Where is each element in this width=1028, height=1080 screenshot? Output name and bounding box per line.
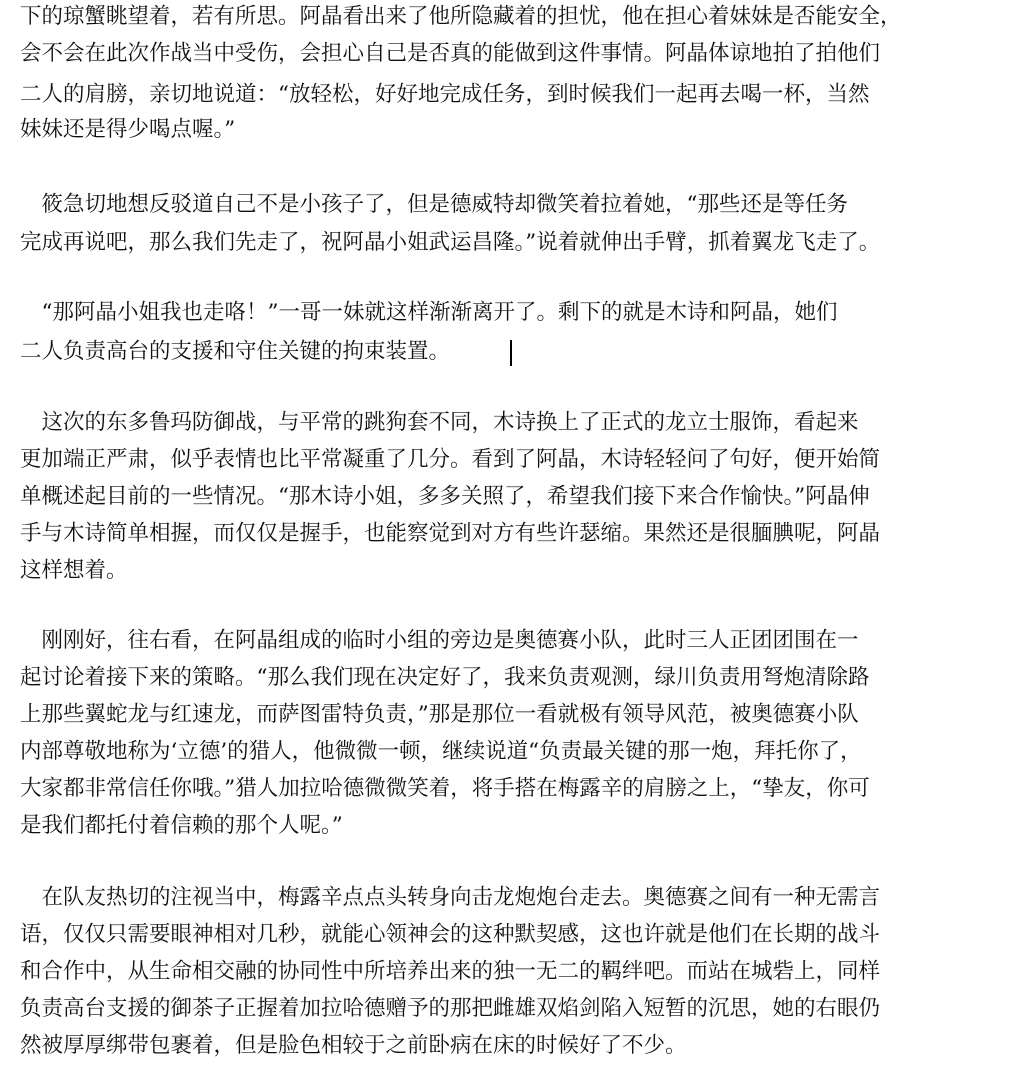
text-line: 刚刚好，往右看，在阿晶组成的临时小组的旁边是奥德赛小队，此时三人正团团围在一 — [20, 628, 859, 653]
text-line: 然被厚厚绑带包裹着，但是脸色相较于之前卧病在床的时候好了不少。 — [20, 1033, 687, 1058]
text-line: 会不会在此次作战当中受伤，会担心自己是否真的能做到这件事情。阿晶体谅地拍了拍他们 — [20, 41, 881, 66]
text-line: 下的琼蟹眺望着，若有所思。阿晶看出来了他所隐藏着的担忧，他在担心着妹妹是否能安全， — [20, 4, 902, 29]
text-line: 和合作中，从生命相交融的协同性中所培养出来的独一无二的羁绊吧。而站在城砦上，同样 — [20, 959, 881, 984]
text-line: 二人负责高台的支援和守住关键的拘束装置。 — [20, 339, 451, 364]
text-line: “那阿晶小姐我也走咯！”一哥一妹就这样渐渐离开了。剩下的就是木诗和阿晶，她们 — [20, 300, 838, 325]
text-line: 是我们都托付着信赖的那个人呢。” — [20, 813, 343, 838]
text-line: 手与木诗简单相握，而仅仅是握手，也能察觉到对方有些许瑟缩。果然还是很腼腆呢，阿晶 — [20, 521, 881, 546]
text-line: 这次的东多鲁玛防御战，与平常的跳狗套不同，木诗换上了正式的龙立士服饰，看起来 — [20, 410, 859, 435]
text-line: 二人的肩膀，亲切地说道：“放轻松，好好地完成任务，到时候我们一起再去喝一杯，当然 — [20, 82, 870, 107]
text-cursor — [510, 340, 512, 366]
text-line: 单概述起目前的一些情况。“那木诗小姐，多多关照了，希望我们接下来合作愉快。”阿晶伸 — [20, 484, 870, 509]
text-line: 这样想着。 — [20, 558, 128, 583]
text-line: 筱急切地想反驳道自己不是小孩子了，但是德威特却微笑着拉着她，“那些还是等任务 — [20, 192, 848, 217]
text-line: 起讨论着接下来的策略。“那么我们现在决定好了，我来负责观测，绿川负责用弩炮清除路 — [20, 665, 870, 690]
text-line: 完成再说吧，那么我们先走了，祝阿晶小姐武运昌隆。”说着就伸出手臂，抓着翼龙飞走了。 — [20, 230, 881, 255]
text-line: 大家都非常信任你哦。”猎人加拉哈德微微笑着，将手搭在梅露辛的肩膀之上，“挚友，你可 — [20, 776, 870, 801]
text-line: 负责高台支援的御茶子正握着加拉哈德赠予的那把雌雄双焰剑陷入短暂的沉思，她的右眼仍 — [20, 996, 881, 1021]
text-line: 内部尊敬地称为‘立德’的猎人，他微微一顿，继续说道“负责最关键的那一炮，拜托你了， — [20, 739, 862, 764]
text-line: 在队友热切的注视当中，梅露辛点点头转身向击龙炮炮台走去。奥德赛之间有一种无需言 — [20, 885, 881, 910]
text-line: 更加端正严肃，似乎表情也比平常凝重了几分。看到了阿晶，木诗轻轻问了句好，便开始简 — [20, 447, 881, 472]
text-line: 上那些翼蛇龙与红速龙，而萨图雷特负责，”那是那位一看就极有领导风范，被奥德赛小队 — [20, 702, 859, 727]
text-line: 妹妹还是得少喝点喔。” — [20, 117, 236, 142]
text-line: 语，仅仅只需要眼神相对几秒，就能心领神会的这种默契感，这也许就是他们在长期的战斗 — [20, 922, 881, 947]
